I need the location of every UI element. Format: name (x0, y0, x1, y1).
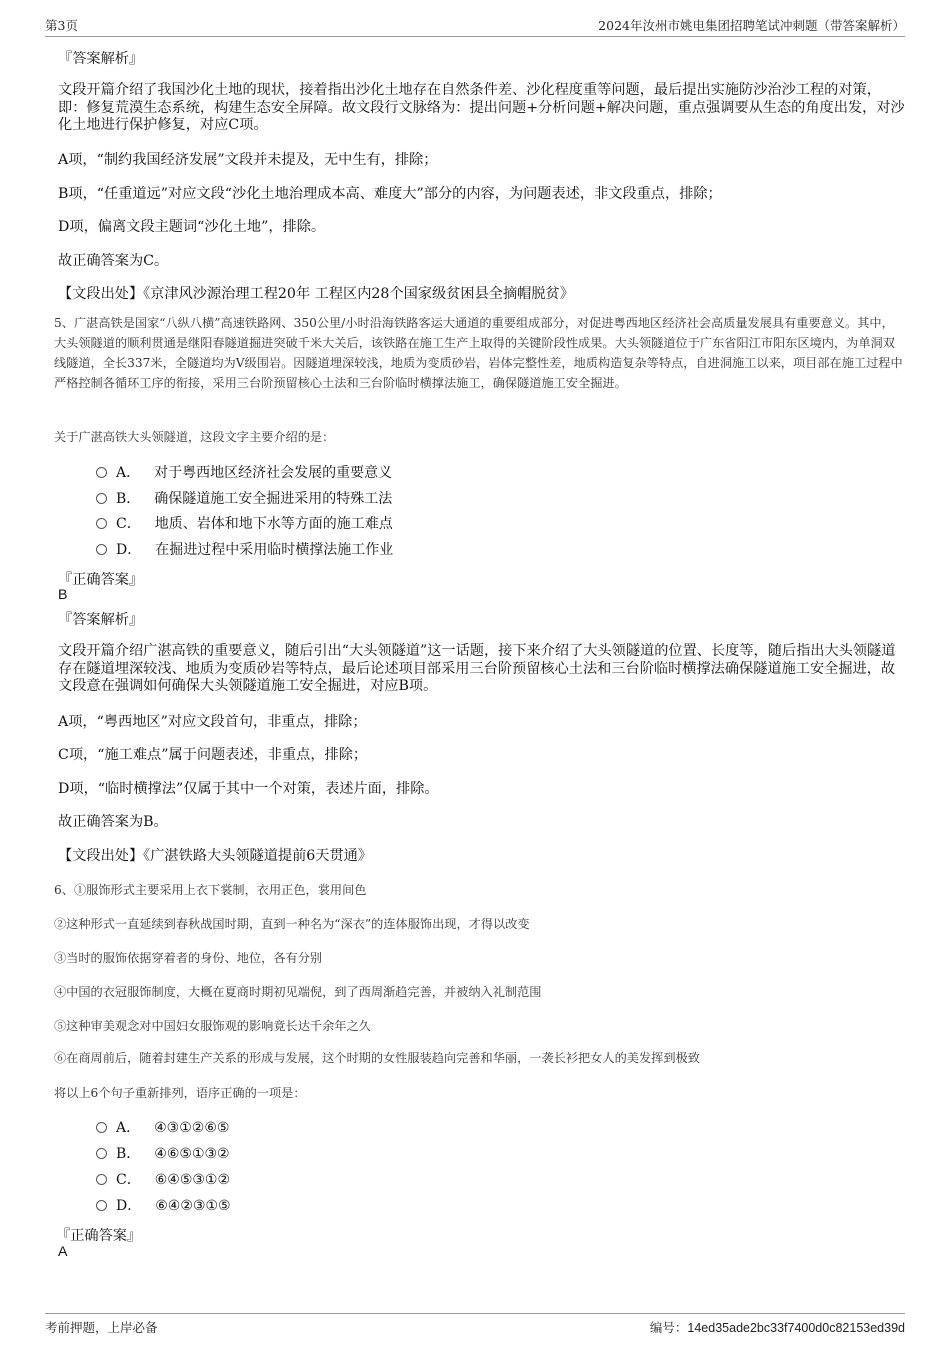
analysis-text: 文段开篇介绍了我国沙化土地的现状，接着指出沙化土地存在自然条件差、沙化程度重等问题，最后提出实施防沙治沙工程的对策，即：修复荒漠生态系统，构建生态安全屏障。故文段行文脉络为：提出问题+分析问题+解决问题，重点强调要从生态的角度出发，对沙化土地进行保护修复，对应C项。 (58, 82, 905, 133)
source-citation: 【文段出处】《广湛铁路大头领隧道提前6天贯通》 (58, 848, 373, 864)
analysis-text: 文段开篇介绍广湛高铁的重要意义，随后引出“大头领隧道”这一话题，接下来介绍了大头领隧道的位置、长度等，随后指出大头领隧道存在隧道埋深较浅、地质为变质砂岩等特点，最后论述项目部采用三台阶预留核心土法和三台阶临时横撑法确保隧道施工安全掘进，故文段意在强调如何确保大头领隧道施工安全掘进，对应B项。 (58, 643, 896, 694)
option-a-note: A项，“制约我国经济发展”文段并未提及，无中生有，排除； (58, 152, 438, 168)
document-title: 2024年汝州市姚电集团招聘笔试冲刺题（带答案解析） (598, 18, 905, 33)
sentence-6: ⑥在商周前后，随着封建生产关系的形成与发展，这个时期的女性服装趋向完善和华丽，一袭长衫把女人的美发挥到极致 (54, 1051, 700, 1065)
question-5-stem: 5、广湛高铁是国家“八纵八横”高速铁路网、350公里/小时沿海铁路客运大通道的重要组成部分，对促进粤西地区经济社会高质量发展具有重要意义。其中，大头领隧道的顺利贯通是继阳春隧道掘进突破千米大关后，该铁路在施工生产上取得的关键阶段性成果。大头领隧道位于广东省阳江市阳东区境内，为单洞双线隧道，全长337米，全隧道均为V级围岩。因隧道埋深较浅，地质为变质砂岩，岩体完整性差，地质构造复杂等特点，自进洞施工以来，项目部在施工过程中严格控制各循环工序的衔接，采用三台阶预留核心土法和三台阶临时横撑法施工，确保隧道施工安全掘进。 (54, 316, 903, 390)
page-header (45, 14, 905, 37)
question-6-option-b[interactable]: B． ④⑥⑤①③② (96, 1145, 230, 1163)
conclusion: 故正确答案为C。 (58, 253, 169, 269)
question-6-prompt: 将以上6个句子重新排列，语序正确的一项是： (54, 1086, 306, 1100)
radio-icon[interactable] (96, 1122, 107, 1133)
question-5-option-b[interactable]: B． 确保隧道施工安全掘进采用的特殊工法 (96, 490, 392, 508)
question-6-option-c[interactable]: C． ⑥④⑤③①② (96, 1171, 230, 1189)
question-6-option-a[interactable]: A． ④③①②⑥⑤ (96, 1119, 229, 1137)
radio-icon[interactable] (96, 1174, 107, 1185)
document-id: 编号：14ed35ade2bc33f7400d0c82153ed39d (649, 1321, 905, 1335)
answer-label: 『正确答案』 (56, 1228, 142, 1244)
sentence-1: 6、①服饰形式主要采用上衣下裳制，衣用正色，裳用间色 (54, 883, 367, 897)
conclusion: 故正确答案为B。 (58, 814, 168, 830)
source-citation: 【文段出处】《京津风沙源治理工程20年 工程区内28个国家级贫困县全摘帽脱贫》 (58, 286, 574, 302)
sentence-3: ③当时的服饰依据穿着者的身份、地位，各有分别 (54, 951, 323, 965)
correct-answer: A (58, 1244, 68, 1260)
radio-icon[interactable] (96, 544, 107, 555)
option-d-note: D项，偏离文段主题词“沙化土地”，排除。 (58, 219, 326, 235)
radio-icon[interactable] (96, 467, 107, 478)
question-5-option-d[interactable]: D． 在掘进过程中采用临时横撑法施工作业 (96, 541, 393, 559)
option-a-note: A项，“粤西地区”对应文段首句，非重点，排除； (58, 714, 367, 730)
radio-icon[interactable] (96, 1148, 107, 1159)
correct-answer: B (58, 587, 68, 603)
radio-icon[interactable] (96, 518, 107, 529)
analysis-label: 『答案解析』 (58, 51, 144, 67)
question-5-prompt: 关于广湛高铁大头领隧道，这段文字主要介绍的是： (54, 430, 335, 444)
page-footer (45, 1313, 905, 1338)
radio-icon[interactable] (96, 493, 107, 504)
option-b-note: B项，“任重道远”对应文段“沙化土地治理成本高、难度大”部分的内容，为问题表述，非文段重点，排除； (58, 186, 722, 202)
question-5-option-c[interactable]: C． 地质、岩体和地下水等方面的施工难点 (96, 515, 393, 533)
sentence-4: ④中国的衣冠服饰制度，大概在夏商时期初见端倪，到了西周渐趋完善，并被纳入礼制范围 (54, 985, 542, 999)
sentence-5: ⑤这种审美观念对中国妇女服饰观的影响竟长达千余年之久 (54, 1019, 371, 1033)
answer-label: 『正确答案』 (58, 572, 144, 588)
option-c-note: C项，“施工难点”属于问题表述，非重点，排除； (58, 747, 368, 763)
radio-icon[interactable] (96, 1200, 107, 1211)
page-number: 第3页 (45, 18, 78, 33)
question-6-option-d[interactable]: D． ⑥④②③①⑤ (96, 1197, 231, 1215)
footer-slogan: 考前押题，上岸必备 (45, 1320, 158, 1335)
sentence-2: ②这种形式一直延续到春秋战国时期，直到一种名为“深衣”的连体服饰出现，才得以改变 (54, 917, 530, 931)
option-d-note: D项，“临时横撑法”仅属于其中一个对策，表述片面，排除。 (58, 781, 439, 797)
analysis-label: 『答案解析』 (58, 612, 144, 628)
question-5-option-a[interactable]: A． 对于粤西地区经济社会发展的重要意义 (96, 464, 392, 482)
